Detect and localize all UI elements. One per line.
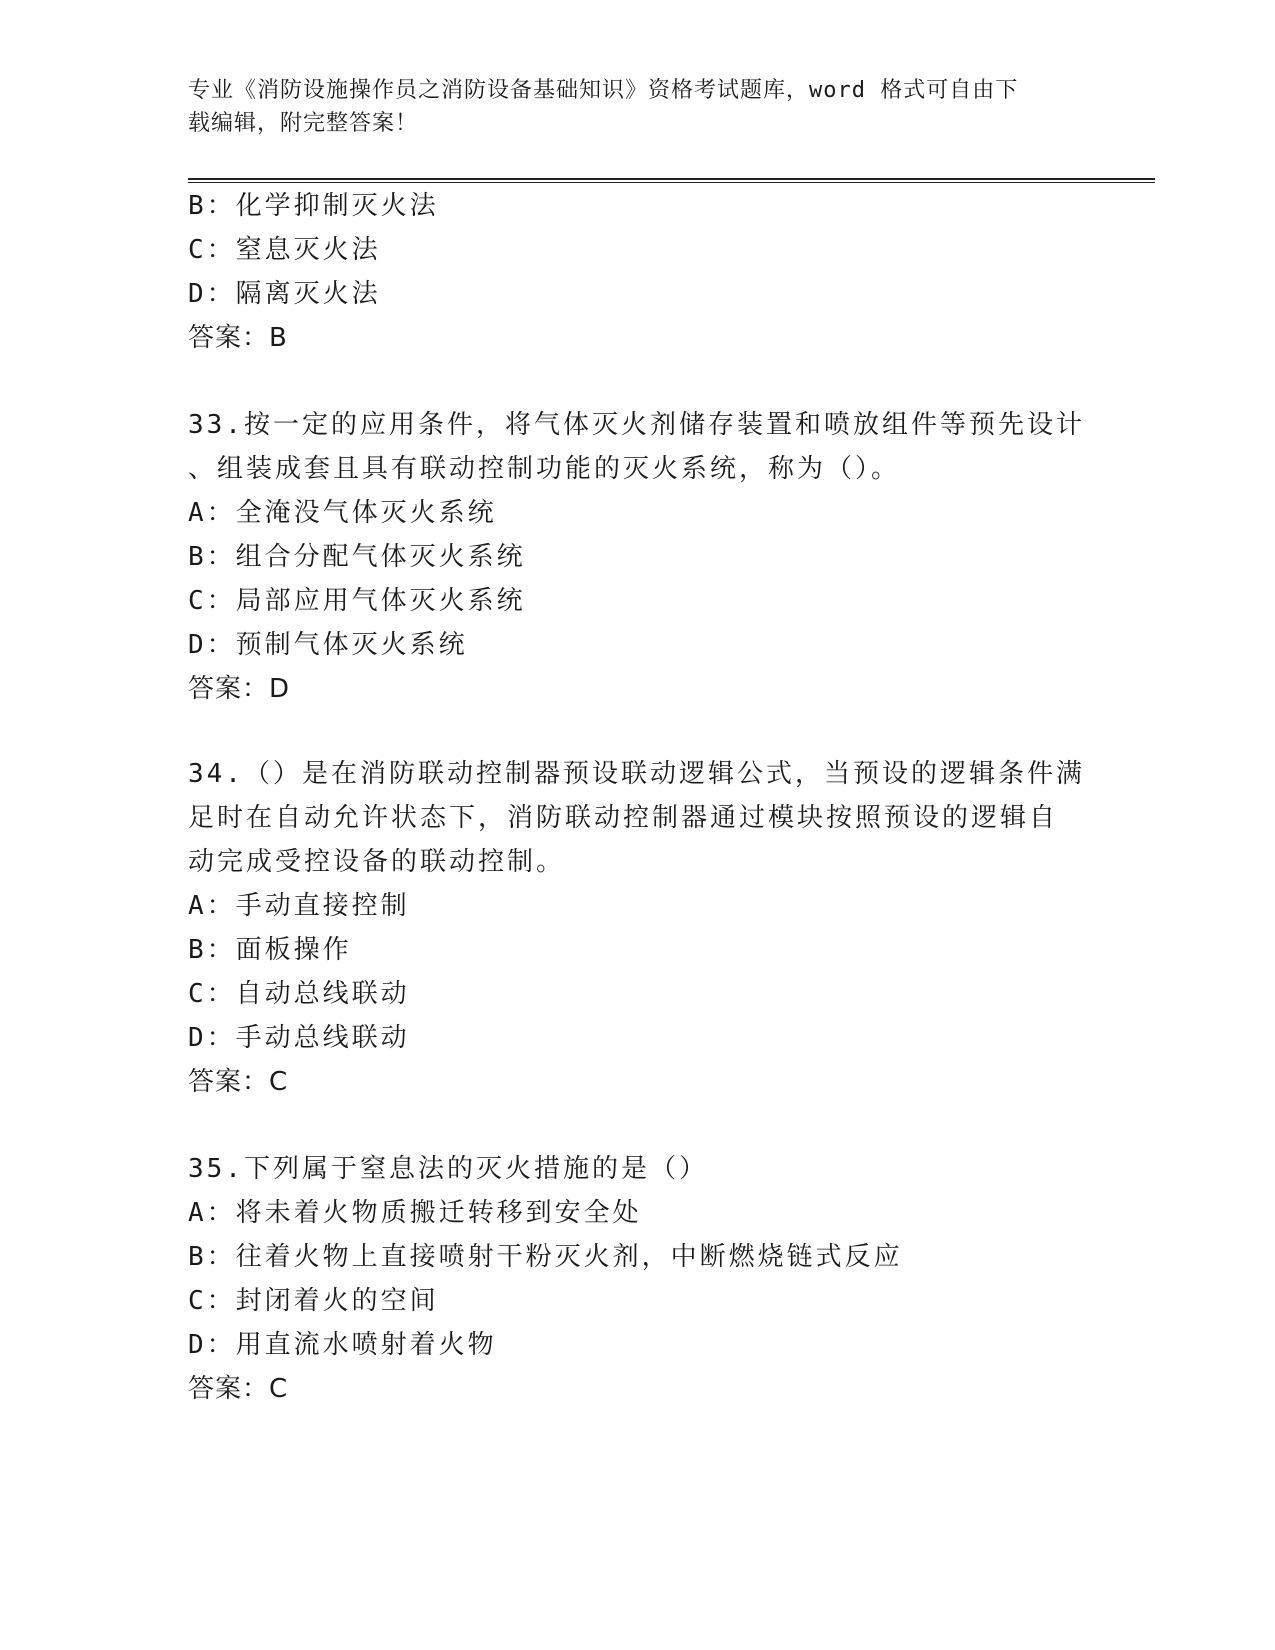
q34-answer: 答案：C	[188, 1067, 289, 1097]
q35-option-b: B：往着火物上直接喷射干粉灭火剂，中断燃烧链式反应	[188, 1242, 903, 1272]
q34-option-a: A：手动直接控制	[188, 891, 410, 921]
q33-answer: 答案：D	[188, 674, 291, 704]
document-header	[188, 74, 1088, 140]
prev-answer: 答案：B	[188, 323, 288, 353]
q33-stem-line-2: 、组装成套且具有联动控制功能的灭火系统，称为（）。	[188, 454, 901, 484]
q35-option-c: C：封闭着火的空间	[188, 1286, 439, 1316]
q35-stem-line-1: 35.下列属于窒息法的灭火措施的是（）	[188, 1154, 708, 1184]
q33-option-d: D：预制气体灭火系统	[188, 630, 468, 660]
q34-option-c: C：自动总线联动	[188, 979, 410, 1009]
q34-stem-line-1: 34.（）是在消防联动控制器预设联动逻辑公式，当预设的逻辑条件满	[188, 759, 1085, 789]
header-line-2: 载编辑，附完整答案！	[188, 111, 419, 136]
q35-option-a: A：将未着火物质搬迁转移到安全处	[188, 1198, 642, 1228]
q34-option-b: B：面板操作	[188, 935, 352, 965]
prev-option-c: C：窒息灭火法	[188, 235, 381, 265]
q34-option-d: D：手动总线联动	[188, 1023, 410, 1053]
q35-option-d: D：用直流水喷射着火物	[188, 1330, 497, 1360]
q34-stem-line-2: 足时在自动允许状态下，消防联动控制器通过模块按照预设的逻辑自	[188, 803, 1059, 833]
header-line-1: 专业《消防设施操作员之消防设备基础知识》资格考试题库，word 格式可自由下	[188, 78, 1019, 103]
q33-option-b: B：组合分配气体灭火系统	[188, 542, 526, 572]
prev-option-b: B：化学抑制灭火法	[188, 191, 439, 221]
q33-option-a: A：全淹没气体灭火系统	[188, 498, 497, 528]
q35-answer: 答案：C	[188, 1374, 289, 1404]
q33-option-c: C：局部应用气体灭火系统	[188, 586, 526, 616]
q33-stem-line-1: 33.按一定的应用条件，将气体灭火剂储存装置和喷放组件等预先设计	[188, 410, 1085, 440]
prev-option-d: D：隔离灭火法	[188, 279, 381, 309]
q34-stem-line-3: 动完成受控设备的联动控制。	[188, 847, 566, 877]
